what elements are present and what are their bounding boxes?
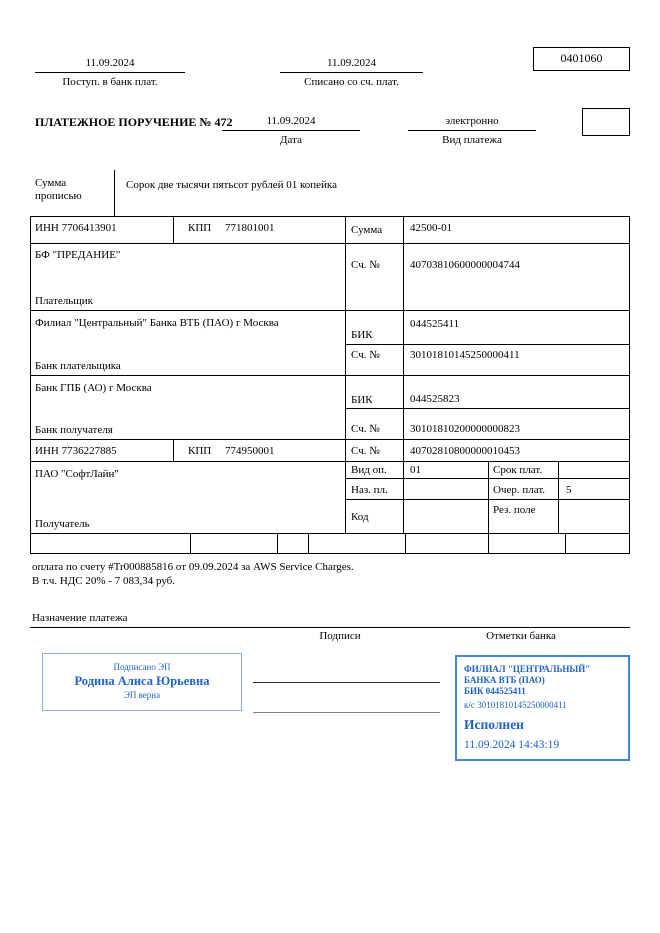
grid-hline — [30, 375, 630, 376]
purpose-section-label: Назначение платежа — [32, 612, 128, 624]
grid-vline — [173, 216, 174, 243]
payer-section-label: Плательщик — [35, 295, 93, 307]
purpose-code-label: Наз. пл. — [351, 484, 388, 496]
amount-words-label: Сумма прописью — [35, 177, 82, 202]
signatures-label: Подписи — [319, 630, 361, 642]
payee-bank-name: Банк ГПБ (АО) г Москва — [35, 382, 152, 394]
code-label: Код — [351, 511, 369, 523]
amount-words-divider — [114, 170, 115, 217]
grid-vline — [565, 533, 566, 553]
grid-hline — [30, 461, 630, 462]
grid-vline — [173, 439, 174, 461]
bank-marks-label: Отметки банка — [486, 630, 556, 642]
doc-date-line — [222, 130, 360, 131]
grid-vline — [30, 216, 31, 553]
received-date: 11.09.2024 — [85, 57, 135, 69]
payee-bank-bik-label: БИК — [351, 394, 373, 406]
payee-section-label: Получатель — [35, 518, 90, 530]
grid-hline — [30, 216, 630, 217]
priority-label: Очер. плат. — [493, 484, 546, 496]
doc-date-label: Дата — [280, 134, 302, 146]
esign-stamp — [42, 653, 242, 711]
received-label: Поступ. в банк плат. — [62, 76, 158, 88]
doc-date: 11.09.2024 — [266, 115, 316, 127]
grid-vline — [190, 533, 191, 553]
grid-vline — [403, 216, 404, 533]
bank-stamp — [455, 655, 630, 761]
grid-hline — [30, 533, 630, 534]
doc-title: ПЛАТЕЖНОЕ ПОРУЧЕНИЕ № 472 — [35, 115, 233, 129]
payee-inn: ИНН 7736227885 — [35, 445, 117, 457]
grid-vline — [558, 461, 559, 533]
payee-bank-section-label: Банк получателя — [35, 424, 113, 436]
received-date-line — [35, 72, 185, 73]
payer-kpp-label: КПП — [188, 222, 212, 234]
payment-kind-box — [582, 108, 630, 136]
payment-kind: электронно — [445, 115, 499, 127]
bank-stamp-branch: ФИЛИАЛ "ЦЕНТРАЛЬНЫЙ" БАНКА ВТБ (ПАО) — [464, 664, 591, 685]
form-code-box — [533, 47, 630, 71]
bank-stamp-datetime: 11.09.2024 14:43:19 — [464, 739, 560, 751]
payee-account-label: Сч. № — [351, 445, 380, 457]
payer-name: БФ "ПРЕДАНИЕ" — [35, 249, 121, 261]
payee-kpp: 774950001 — [225, 445, 275, 457]
payer-kpp: 771801001 — [225, 222, 275, 234]
grid-hline — [30, 243, 630, 244]
esign-signed-label: Подписано ЭП — [113, 662, 171, 672]
amount-label: Сумма — [351, 224, 383, 236]
amount-words-value: Сорок две тысячи пятьсот рублей 01 копейка — [126, 179, 337, 191]
payee-bank-bik: 044525823 — [410, 393, 460, 405]
payment-kind-line — [408, 130, 536, 131]
bank-stamp-corr-account: к/с 30101810145250000411 — [464, 700, 567, 710]
grid-vline — [488, 533, 489, 553]
payee-account: 40702810800000010453 — [410, 445, 520, 457]
grid-hline — [30, 310, 630, 311]
grid-hline — [30, 439, 630, 440]
payee-bank-account: 30101810200000000823 — [410, 423, 520, 435]
grid-hline — [30, 553, 630, 554]
grid-vline — [405, 533, 406, 553]
debited-label: Списано со сч. плат. — [304, 76, 399, 88]
payee-kpp-label: КПП — [188, 445, 212, 457]
payer-account: 40703810600000004744 — [410, 259, 520, 271]
grid-vline — [277, 533, 278, 553]
payee-bank-account-label: Сч. № — [351, 423, 380, 435]
op-type-value: 01 — [410, 464, 421, 476]
bank-stamp-status: Исполнен — [464, 717, 524, 732]
esign-name: Родина Алиса Юрьевна — [74, 674, 210, 688]
priority-value: 5 — [566, 484, 572, 496]
form-code: 0401060 — [560, 51, 603, 65]
payer-inn: ИНН 7706413901 — [35, 222, 117, 234]
debited-date-line — [280, 72, 423, 73]
payer-bank-bik-label: БИК — [351, 329, 373, 341]
payee-name: ПАО "СофтЛайн" — [35, 468, 119, 480]
grid-hline — [345, 344, 630, 345]
purpose-underline — [30, 627, 630, 628]
payment-kind-label: Вид платежа — [442, 134, 502, 146]
debited-date: 11.09.2024 — [326, 57, 377, 69]
payer-bank-bik: 044525411 — [410, 318, 460, 330]
purpose-line2: В т.ч. НДС 20% - 7 083,34 руб. — [32, 575, 176, 587]
signature-line-2 — [253, 712, 440, 713]
due-date-label: Срок плат. — [493, 464, 543, 476]
op-type-label: Вид оп. — [351, 464, 387, 476]
bank-stamp-bik: БИК 044525411 — [464, 686, 526, 696]
payer-bank-account-label: Сч. № — [351, 349, 380, 361]
payer-bank-section-label: Банк плательщика — [35, 360, 121, 372]
reserve-field-label: Рез. поле — [493, 504, 536, 516]
grid-vline — [629, 216, 630, 553]
payer-bank-account: 30101810145250000411 — [410, 349, 520, 361]
payer-account-label: Сч. № — [351, 259, 380, 271]
purpose-line1: оплата по счету #Tr000885816 от 09.09.2024 за AWS Service Charges. — [32, 561, 354, 573]
grid-vline — [488, 461, 489, 533]
payer-bank-name: Филиал "Центральный" Банка ВТБ (ПАО) г Москва — [35, 317, 279, 329]
signature-line-1 — [253, 682, 440, 683]
amount-value: 42500-01 — [410, 222, 453, 234]
grid-vline — [308, 533, 309, 553]
esign-valid-label: ЭП верна — [123, 690, 161, 700]
grid-vline — [345, 216, 346, 533]
grid-hline — [345, 408, 630, 409]
